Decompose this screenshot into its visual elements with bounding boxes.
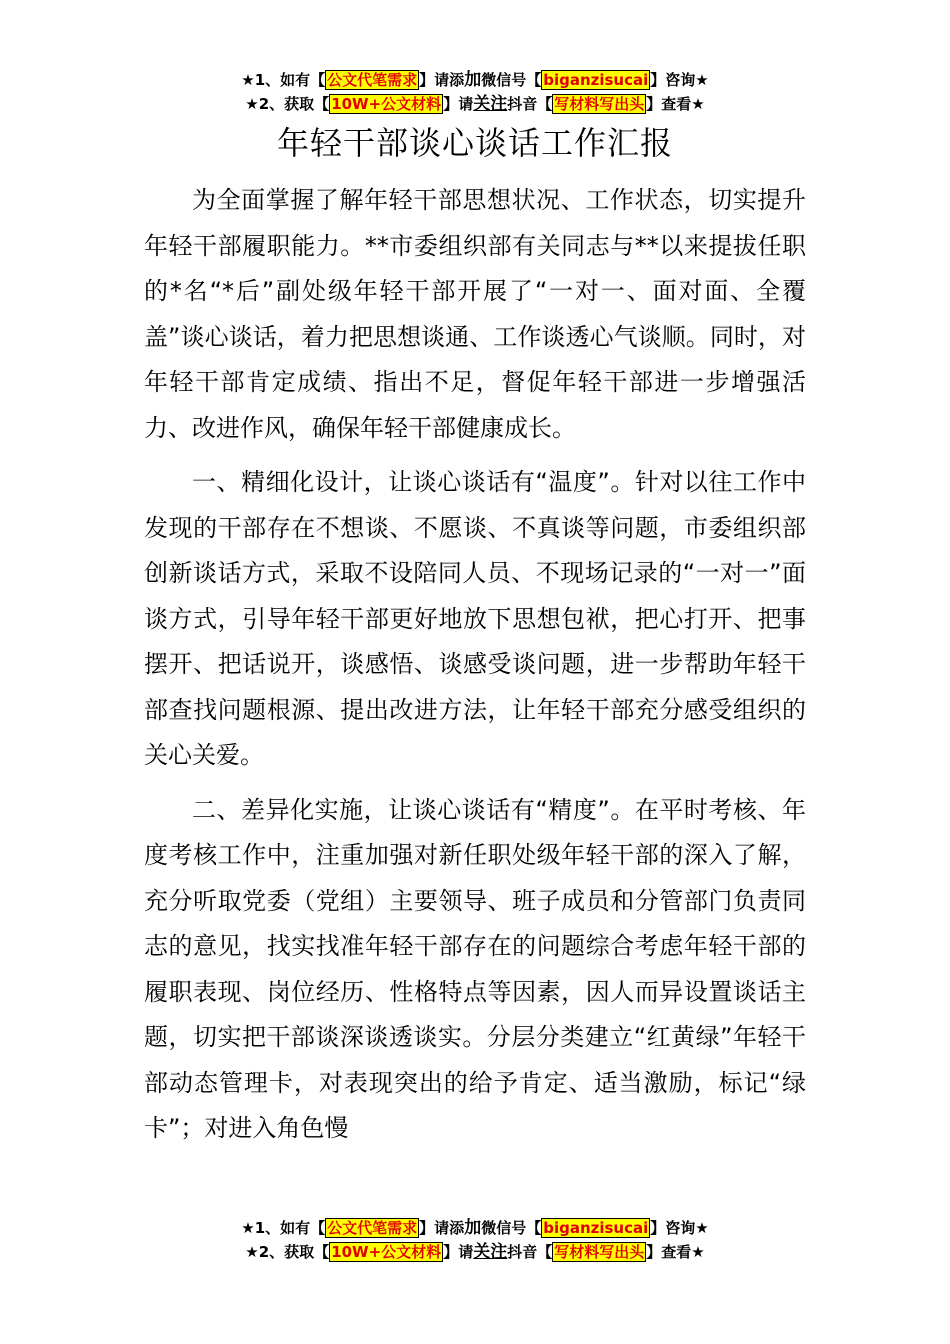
highlight-wechat-id: biganzisucai <box>543 1219 649 1237</box>
banner-text: 】咨询★ <box>650 71 709 89</box>
document-body <box>144 178 806 1161</box>
banner-text: 】请添 <box>419 71 465 89</box>
banner-text: 】咨询★ <box>650 1219 709 1237</box>
highlight-douyin: 写材料写出头 <box>554 95 645 113</box>
banner-emphasis: 加 <box>464 70 482 90</box>
document-title: 年轻干部谈心谈话工作汇报 <box>276 124 673 162</box>
banner-text: 抖音【 <box>507 1243 553 1261</box>
banner-text: ★2、获取【 <box>245 1243 330 1261</box>
banner-text: 微信号【 <box>481 71 542 89</box>
highlight-materials: 10W+公文材料 <box>331 1243 442 1261</box>
banner-text: ★1、如有【 <box>241 71 326 89</box>
banner-line-2 <box>0 1240 950 1264</box>
banner-line-1 <box>0 1216 950 1240</box>
highlight-service: 公文代笔需求 <box>327 71 418 89</box>
paragraph-section-1: 一、精细化设计，让谈心谈话有“温度”。针对以往工作中发现的干部存在不想谈、不愿谈、不真谈等问题，市委组织部创新谈话方式，采取不设陪同人员、不现场记录的“一对一”面谈方式，引导年轻干部更好地放下思想包袱，把心打开、把事摆开、把话说开，谈感悟、谈感受谈问题，进一步帮助年轻干部查找问题根源、提出改进方法，让年轻干部充分感受组织的关心关爱。 <box>144 468 806 769</box>
highlight-wechat-id: biganzisucai <box>543 71 649 89</box>
highlight-materials: 10W+公文材料 <box>331 95 442 113</box>
top-banner <box>0 68 950 116</box>
bottom-banner <box>0 1216 950 1264</box>
banner-text: ★2、获取【 <box>245 95 330 113</box>
banner-emphasis: 加 <box>464 1218 482 1238</box>
banner-emphasis: 关注 <box>473 1242 508 1262</box>
paragraph-intro: 为全面掌握了解年轻干部思想状况、工作状态，切实提升年轻干部履职能力。**市委组织部有关同志与**以来提拔任职的*名“*后”副处级年轻干部开展了“一对一、面对面、全覆盖”谈心谈话，着力把思想谈通、工作谈透心气谈顺。同时，对年轻干部肯定成绩、指出不足，督促年轻干部进一步增强活力、改进作风，确保年轻干部健康成长。 <box>144 186 806 442</box>
banner-line-1 <box>0 68 950 92</box>
paragraph-section-2: 二、差异化实施，让谈心谈话有“精度”。在平时考核、年度考核工作中，注重加强对新任职处级年轻干部的深入了解，充分听取党委（党组）主要领导、班子成员和分管部门负责同志的意见，找实找准年轻干部存在的问题综合考虑年轻干部的履职表现、岗位经历、性格特点等因素，因人而异设置谈话主题，切实把干部谈深谈透谈实。分层分类建立“红黄绿”年轻干部动态管理卡，对表现突出的给予肯定、适当激励，标记“绿卡”；对进入角色慢 <box>144 795 806 1142</box>
banner-text: 】查看★ <box>646 1243 705 1261</box>
banner-text: 】查看★ <box>646 95 705 113</box>
banner-emphasis: 关注 <box>473 94 508 114</box>
banner-text: 】请添 <box>419 1219 465 1237</box>
banner-text: 微信号【 <box>481 1219 542 1237</box>
banner-text: 】请 <box>443 1243 474 1261</box>
highlight-douyin: 写材料写出头 <box>554 1243 645 1261</box>
banner-text: ★1、如有【 <box>241 1219 326 1237</box>
highlight-service: 公文代笔需求 <box>327 1219 418 1237</box>
banner-text: 抖音【 <box>507 95 553 113</box>
banner-text: 】请 <box>443 95 474 113</box>
banner-line-2 <box>0 92 950 116</box>
